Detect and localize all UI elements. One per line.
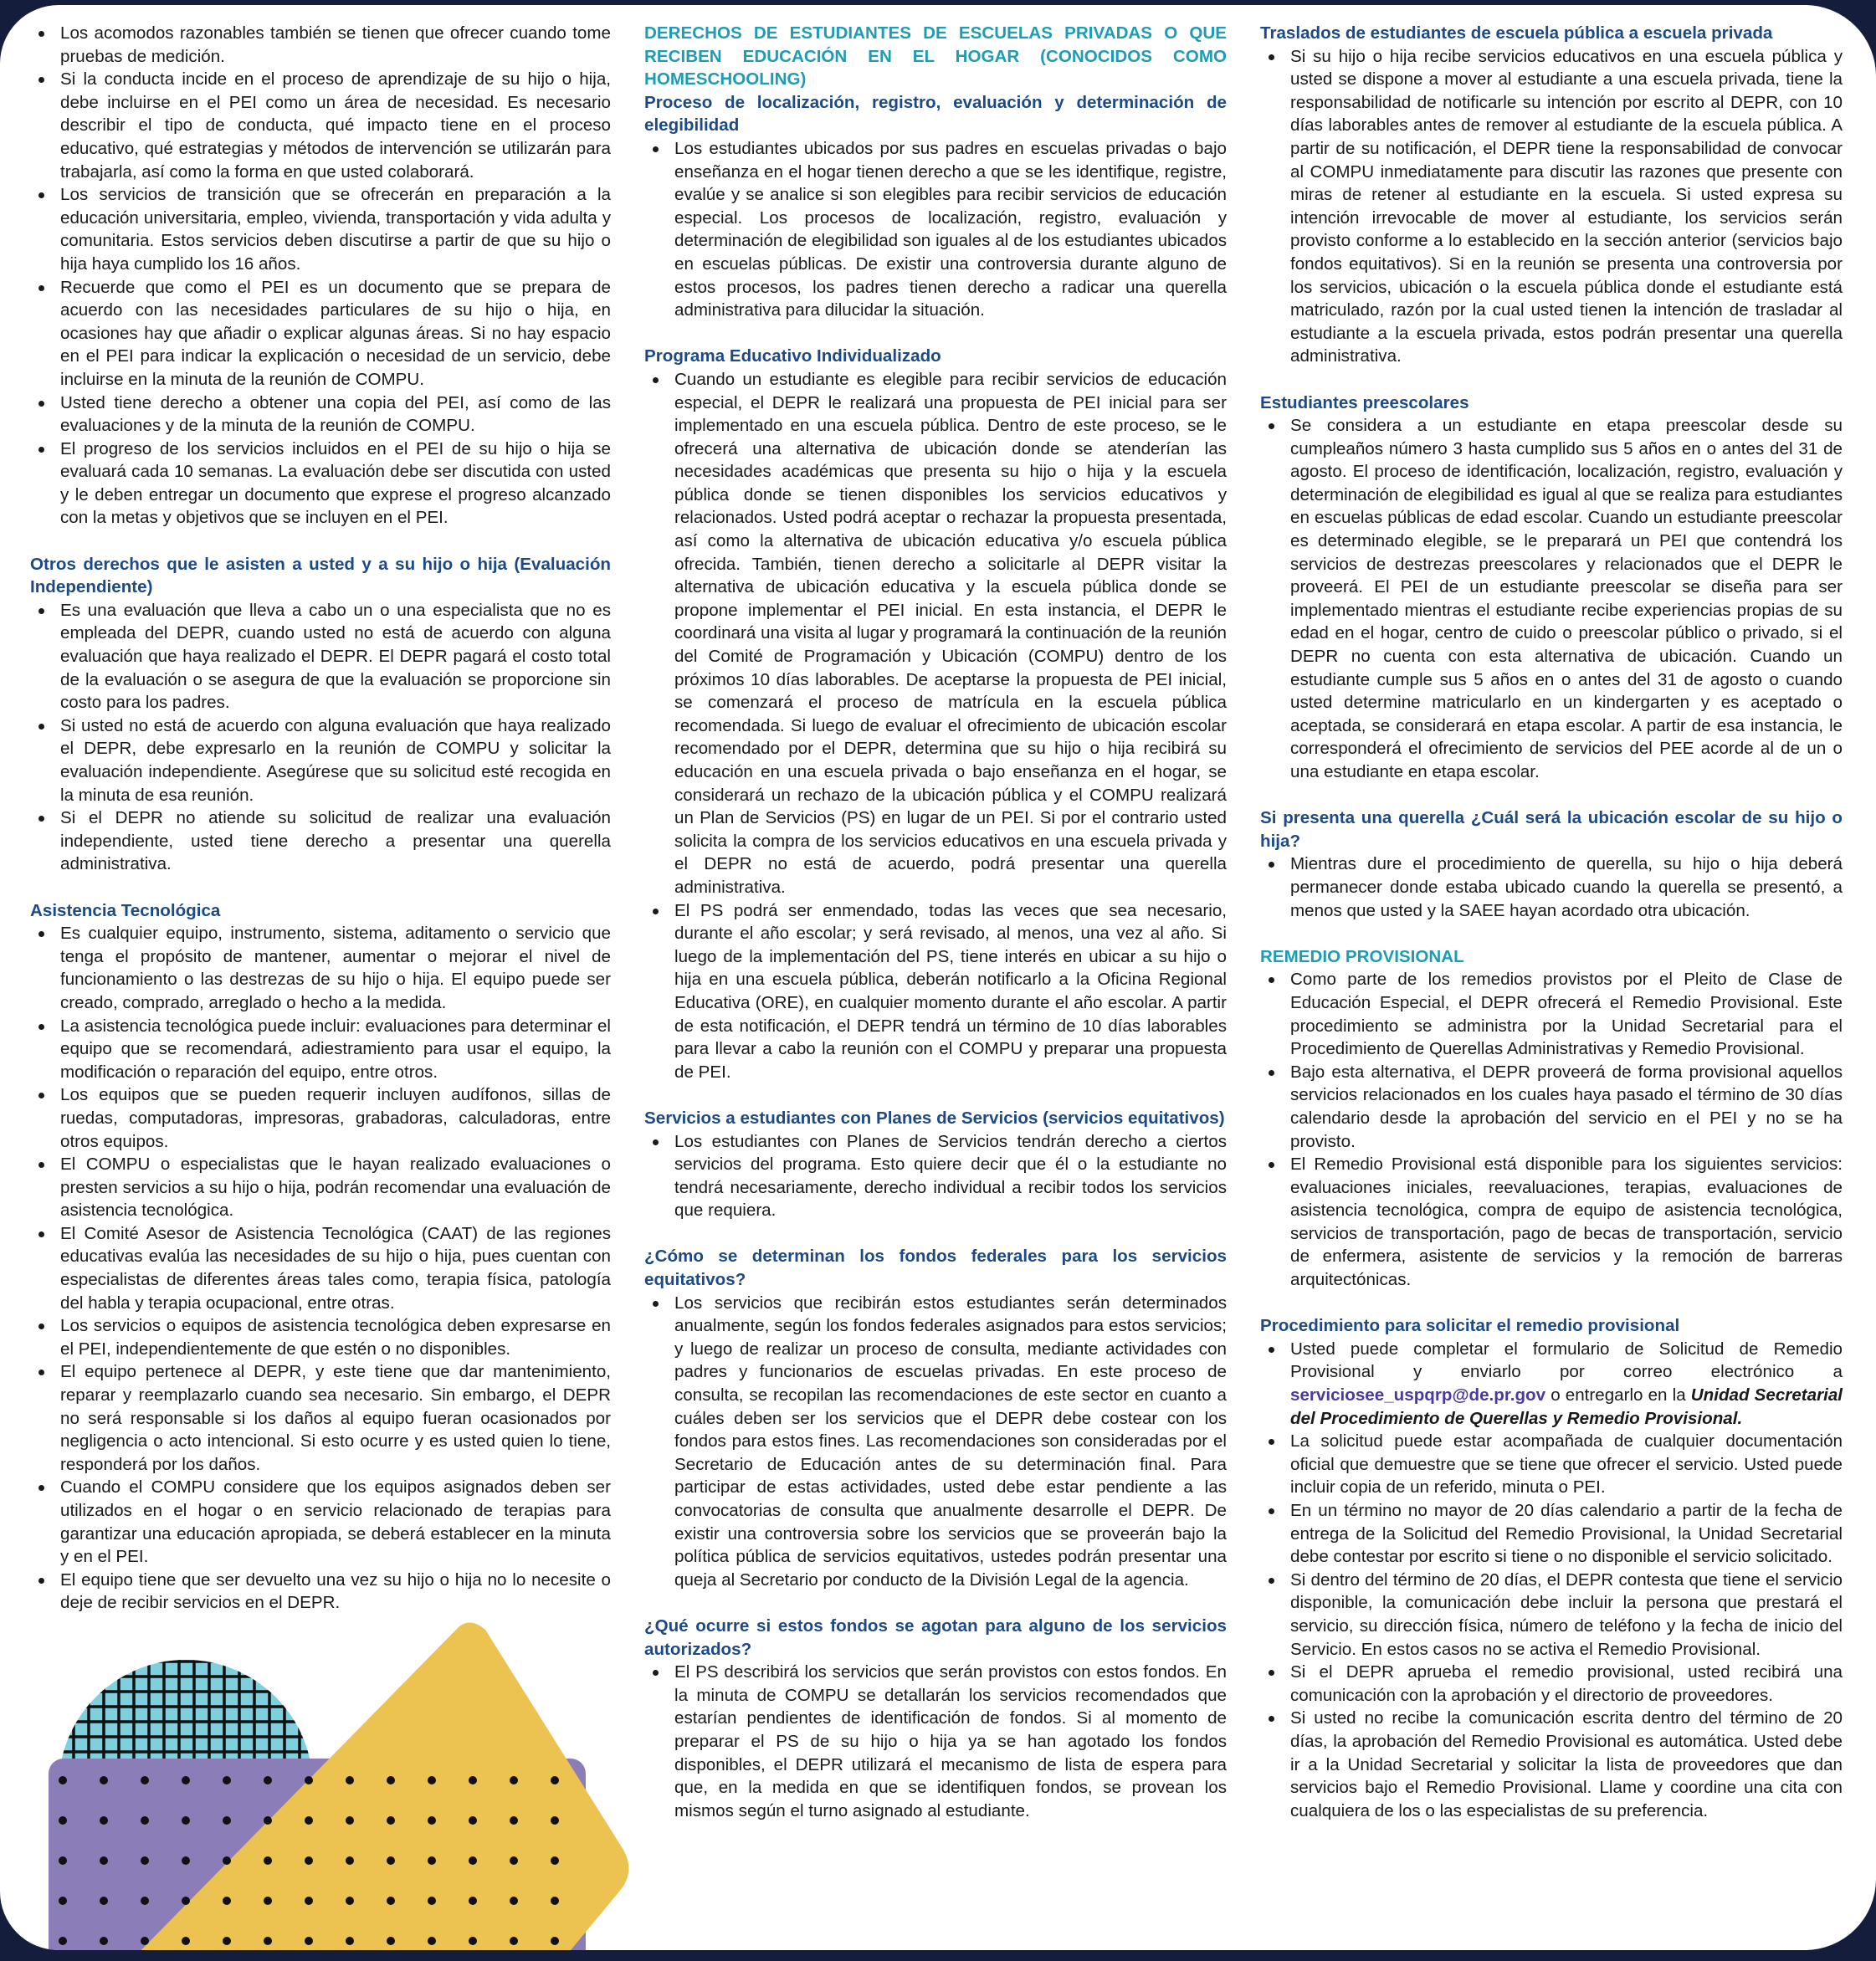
list-item: Si su hijo o hija recibe servicios educativos en una escuela pública y usted se dispone a mover al estudiante a una escuela privada, tiene la responsabilidad de notificarle su intención por escrito al DEPR, con 10 días laborables antes de remover al estudiante de la escuela pública. A partir de su notificación, el DEPR tiene la responsabilidad de convocar al COMPU inmediatamente para discutir las razones que presente con miras de retener al estudiante en la escuela. Si usted expresa su intención irrevocable de mover al estudiante, los servicios serán provisto conforme a lo establecido en la sección anterior (servicios bajo fondos equitativos). Si en la reunión se presenta una controversia por los servicios, ubicación o la escuela pública donde el estudiante está matriculado, razón por la cual usted tienen la intención de trasladar al estudiante a la escuela privada, estos podrán presentar una querella administrativa.: [1290, 45, 1843, 368]
list-item: En un término no mayor de 20 días calendario a partir de la fecha de entrega de la Solicitud del Remedio Provisional, la Unidad Secretarial debe contestar por escrito si tiene o no disponible el servicio solicitado.: [1290, 1499, 1843, 1569]
pattern-dot: [510, 1897, 518, 1905]
list-item: Cuando el COMPU considere que los equipos asignados deben ser utilizados en el hogar o en servicio relacionado de terapias para garantizar una educación apropiada, se deberá establecer en la minuta y en el PEI.: [60, 1476, 611, 1568]
section-heading-otros-derechos: Otros derechos que le asisten a usted y a su hijo o hija (Evaluación Independiente): [30, 554, 611, 597]
pattern-dot: [510, 1856, 518, 1865]
main-heading-remedio-provisional: REMEDIO PROVISIONAL: [1260, 946, 1464, 966]
pattern-dot: [469, 1856, 477, 1865]
pattern-dot: [428, 1776, 436, 1784]
pattern-dot: [182, 1776, 190, 1784]
pattern-dot: [223, 1897, 231, 1905]
pattern-dot: [469, 1937, 477, 1945]
pattern-dot: [510, 1776, 518, 1784]
pattern-dot: [223, 1937, 231, 1945]
list-item: Es cualquier equipo, instrumento, sistema, aditamento o servicio que tenga el propósito de mantener, aumentar o mejorar el nivel de funcionamiento o las destrezas de su hijo o hija. El equipo puede ser creado, comprado, arreglado o hecho a la medida.: [60, 922, 611, 1014]
section-heading-fondos-agotan: ¿Qué ocurre si estos fondos se agotan para alguno de los servicios autorizados?: [644, 1615, 1227, 1659]
email-link[interactable]: serviciosee_uspqrp@de.pr.gov: [1290, 1385, 1546, 1405]
pattern-dot: [182, 1937, 190, 1945]
column-right: [1260, 22, 1843, 1822]
list-item: El progreso de los servicios incluidos en el PEI de su hijo o hija se evaluará cada 10 semanas. La evaluación debe ser discutida con usted y le deben entregar un documento que exprese el progreso alcanzado con la metas y objetivos que se incluyen en el PEI.: [60, 438, 611, 530]
pattern-dot: [100, 1897, 108, 1905]
list-item: La solicitud puede estar acompañada de cualquier documentación oficial que demuestre que se tiene que ofrecer el servicio. Usted puede incluir copia de un referido, minuta o PEI.: [1290, 1430, 1843, 1499]
list-item: El PS podrá ser enmendado, todas las veces que sea necesario, durante el año escolar; y será revisado, al menos, una vez al año. Si luego de la implementación del PS, tiene interés en ubicar a su hijo o hija en una escuela pública, deberán notificarlo a la Oficina Regional Educativa (ORE), en cualquier momento durante el año escolar. A partir de esta notificación, el DEPR tendrá un término de 10 días laborables para llevar a cabo la reunión con el COMPU y preparar una propuesta de PEI.: [674, 899, 1227, 1084]
pattern-dot: [305, 1816, 313, 1825]
column-left: [30, 22, 611, 1615]
pattern-dot: [264, 1856, 272, 1865]
pattern-dot: [264, 1937, 272, 1945]
pattern-dot: [428, 1897, 436, 1905]
pattern-dot: [346, 1937, 354, 1945]
pattern-dot: [428, 1856, 436, 1865]
list-item: El Comité Asesor de Asistencia Tecnológica (CAAT) de las regiones educativas evalúa las necesidades de su hijo o hija, pues cuentan con especialistas de diferentes áreas tales como, terapia física, patología del habla y terapia ocupacional, entre otras.: [60, 1222, 611, 1314]
main-heading-escuelas-privadas: DERECHOS DE ESTUDIANTES DE ESCUELAS PRIVADAS O QUE RECIBEN EDUCACIÓN EN EL HOGAR (CONOCIDOS COMO HOMESCHOOLING): [644, 23, 1227, 90]
section-heading-querella-ubicacion: Si presenta una querella ¿Cuál será la ubicación escolar de su hijo o hija?: [1260, 808, 1843, 851]
list-item: La asistencia tecnológica puede incluir: evaluaciones para determinar el equipo que se recomendará, adiestramiento para usar el equipo, la modificación o reparación del equipo, entre otros.: [60, 1015, 611, 1084]
asistencia-bullet-list: [30, 922, 611, 1615]
list-item: Los estudiantes con Planes de Servicios tendrán derecho a ciertos servicios del programa. Esto quiere decir que él o la estudiante no tendrá necesariamente, derecho individual a recibir todos los servicios que requiera.: [674, 1130, 1227, 1222]
pattern-dot: [59, 1856, 67, 1865]
list-item: Es una evaluación que lleva a cabo un o una especialista que no es empleada del DEPR, cuando usted no está de acuerdo con alguna evaluación que haya realizado el DEPR. El DEPR pagará el costo total de la evaluación o se asegura de que la evaluación se proporcione sin costo para los padres.: [60, 599, 611, 714]
pattern-dot: [264, 1776, 272, 1784]
pattern-dot: [346, 1776, 354, 1784]
pattern-dot: [100, 1856, 108, 1865]
pattern-dot: [469, 1816, 477, 1825]
pattern-dot: [428, 1816, 436, 1825]
text: Usted puede completar el formulario de Solicitud de Remedio Provisional y enviarlo por correo electrónico a: [1290, 1339, 1843, 1382]
intro-bullet-list: [30, 22, 611, 530]
pattern-dot: [100, 1937, 108, 1945]
list-item: Usted tiene derecho a obtener una copia del PEI, así como de las evaluaciones y de la minuta de la reunión de COMPU.: [60, 392, 611, 438]
section-heading-asistencia-tecnologica: Asistencia Tecnológica: [30, 900, 221, 920]
list-item: Si dentro del término de 20 días, el DEPR contesta que tiene el servicio disponible, la comunicación debe incluir la persona que prestará el servicio, su dirección física, número de teléfono y la fecha de inicio del Servicio. En estos casos no se activa el Remedio Provisional.: [1290, 1569, 1843, 1661]
pattern-dot: [387, 1776, 395, 1784]
pattern-dot: [59, 1776, 67, 1784]
column-middle: [644, 22, 1227, 1822]
pattern-dot: [141, 1937, 149, 1945]
pattern-dot: [141, 1816, 149, 1825]
list-item: Los servicios que recibirán estos estudiantes serán determinados anualmente, según los fondos federales asignados para estos servicios; y luego de realizar un proceso de consulta, mediante actividades con padres y funcionarios de escuelas privadas. En este proceso de consulta, se recopilan las recomendaciones de este sector en cuanto a cuáles deben ser los servicios que el DEPR debe costear con los fondos para estos fines. Las recomendaciones son consideradas por el Secretario de Educación antes de su determinación final. Para participar de estas actividades, usted debe estar pendiente a las convocatorias de consulta que anualmente desarrolle el DEPR. De existir una controversia sobre los servicios que se proveerán bajo la política pública de servicios equitativos, ustedes podrán presentar una queja al Secretario por conducto de la División Legal de la agencia.: [674, 1292, 1227, 1592]
pattern-dot: [223, 1856, 231, 1865]
pattern-dot: [551, 1937, 559, 1945]
pattern-dot: [305, 1937, 313, 1945]
remedio-bullet-list: [1260, 968, 1843, 1291]
traslados-bullet-list: [1260, 45, 1843, 368]
pattern-dot: [510, 1937, 518, 1945]
pattern-dot: [387, 1937, 395, 1945]
pattern-dot: [264, 1897, 272, 1905]
pattern-dot: [346, 1897, 354, 1905]
list-item: El COMPU o especialistas que le hayan realizado evaluaciones o presten servicios a su hijo o hija, podrán recomendar una evaluación de asistencia tecnológica.: [60, 1153, 611, 1222]
list-item: Como parte de los remedios provistos por el Pleito de Clase de Educación Especial, el DEPR ofrecerá el Remedio Provisional. Este procedimiento se administra por la Unidad Secretarial para el Procedimiento de Querellas Administrativas y Remedio Provisional.: [1290, 968, 1843, 1060]
pattern-dot: [141, 1856, 149, 1865]
yellow-rounded-triangle: [79, 1623, 628, 1951]
list-item: Si el DEPR aprueba el remedio provisional, usted recibirá una comunicación con la aprobación y el directorio de proveedores.: [1290, 1661, 1843, 1707]
document-page: [0, 5, 1876, 1950]
pattern-dot: [346, 1816, 354, 1825]
pattern-dot: [223, 1816, 231, 1825]
purple-dotted-square: [49, 1759, 586, 1950]
grid-circle-shape: [50, 1653, 326, 1914]
pattern-dot: [182, 1897, 190, 1905]
pattern-dot: [387, 1897, 395, 1905]
pattern-dot: [428, 1937, 436, 1945]
pattern-dot: [100, 1816, 108, 1825]
pattern-dot: [387, 1856, 395, 1865]
list-item: Si la conducta incide en el proceso de aprendizaje de su hijo o hija, debe incluirse en el PEI como un área de necesidad. Es necesario describir el tipo de conducta, qué impacto tiene en el proceso educativo, qué estrategias y métodos de intervención se utilizarán para trabajarla, así como la forma en que usted colaborará.: [60, 68, 611, 183]
list-item: El equipo tiene que ser devuelto una vez su hijo o hija no lo necesite o deje de recibir servicios en el DEPR.: [60, 1569, 611, 1615]
list-item: Bajo esta alternativa, el DEPR proveerá de forma provisional aquellos servicios relacionados en los cuales haya pasado el término de 30 días calendario desde la aprobación del servicio en el PEI y no se ha provisto.: [1290, 1061, 1843, 1153]
list-item: El PS describirá los servicios que serán provistos con estos fondos. En la minuta de COMPU se detallarán los servicios recomendados que estarían pendientes de identificación de fondos. Si al momento de preparar el PS de su hijo o hija ya se han agotado los fondos disponibles, el DEPR utilizará el mecanismo de lista de espera para que, en la medida en que se identifiquen fondos, se provean los mismos según el turno asignado al estudiante.: [674, 1661, 1227, 1822]
pattern-dot: [510, 1816, 518, 1825]
list-item: [1290, 1338, 1843, 1430]
pattern-dot: [305, 1856, 313, 1865]
list-item: Si usted no recibe la comunicación escrita dentro del término de 20 días, la aprobación del Remedio Provisional es automática. Usted debe ir a la Unidad Secretarial y solicitar la lista de proveedores que dan servicios bajo el Remedio Provisional. Llame y coordine una cita con cualquiera de los o las especialistas de su preferencia.: [1290, 1707, 1843, 1822]
list-item: Si el DEPR no atiende su solicitud de realizar una evaluación independiente, usted tiene derecho a presentar una querella administrativa.: [60, 806, 611, 876]
pattern-dot: [346, 1856, 354, 1865]
proceso-bullet-list: [644, 137, 1227, 322]
pattern-dot: [551, 1856, 559, 1865]
list-item: Los servicios de transición que se ofrecerán en preparación a la educación universitaria, empleo, vivienda, transportación y vida adulta y comunitaria. Estos servicios deben discutirse a partir de que su hijo o hija haya cumplido los 16 años.: [60, 183, 611, 275]
pattern-dot: [469, 1776, 477, 1784]
pattern-dot: [551, 1816, 559, 1825]
pattern-dot: [59, 1897, 67, 1905]
dot-pattern: [59, 1776, 559, 1945]
pattern-dot: [100, 1776, 108, 1784]
list-item: Los estudiantes ubicados por sus padres en escuelas privadas o bajo enseñanza en el hogar tienen derecho a que se les identifique, registre, evalúe y se analice si son elegibles para recibir servicios de educación especial. Los procesos de localización, registro, evaluación y determinación de elegibilidad son iguales al de los estudiantes ubicados en escuelas públicas. De existir una controversia durante alguno de estos procesos, los padres tienen derecho a radicar una querella administrativa para dilucidar la situación.: [674, 137, 1227, 322]
pattern-dot: [264, 1816, 272, 1825]
section-heading-pei: Programa Educativo Individualizado: [644, 346, 941, 366]
pei-bullet-list: [644, 368, 1227, 1083]
pattern-dot: [305, 1776, 313, 1784]
pattern-dot: [59, 1816, 67, 1825]
list-item: Los acomodos razonables también se tienen que ofrecer cuando tome pruebas de medición.: [60, 22, 611, 68]
pattern-dot: [141, 1776, 149, 1784]
section-heading-fondos-federales: ¿Cómo se determinan los fondos federales para los servicios equitativos?: [644, 1247, 1227, 1290]
section-heading-preescolares: Estudiantes preescolares: [1260, 392, 1469, 412]
section-heading-proceso: Proceso de localización, registro, evaluación y determinación de elegibilidad: [644, 92, 1227, 136]
pattern-dot: [182, 1856, 190, 1865]
querella-bullet-list: [1260, 852, 1843, 922]
pattern-dot: [469, 1897, 477, 1905]
list-item: Los equipos que se pueden requerir incluyen audífonos, sillas de ruedas, computadoras, impresoras, grabadoras, calculadoras, entre otros equipos.: [60, 1083, 611, 1153]
fondos-bullet-list: [644, 1292, 1227, 1592]
section-heading-traslados: Traslados de estudiantes de escuela pública a escuela privada: [1260, 23, 1773, 43]
list-item: Recuerde que como el PEI es un documento que se prepara de acuerdo con las necesidades particulares de su hijo o hija, en ocasiones hay que añadir o explicar algunas áreas. Si no hay espacio en el PEI para indicar la explicación o necesidad de un servicio, debe incluirse en la minuta de la reunión de COMPU.: [60, 276, 611, 392]
preescolares-bullet-list: [1260, 414, 1843, 784]
pattern-dot: [141, 1897, 149, 1905]
office-name: Unidad Secretarial del Procedimiento de Querellas y Remedio Provisional.: [1290, 1385, 1843, 1428]
list-item: Mientras dure el procedimiento de querella, su hijo o hija deberá permanecer donde estaba ubicado cuando la querella se presentó, a menos que usted y la SAEE hayan acordado otra ubicación.: [1290, 852, 1843, 922]
pattern-dot: [387, 1816, 395, 1825]
otros-bullet-list: [30, 599, 611, 876]
pattern-dot: [223, 1776, 231, 1784]
agotan-bullet-list: [644, 1661, 1227, 1822]
procedimiento-bullet-list: [1260, 1338, 1843, 1822]
list-item: El equipo pertenece al DEPR, y este tiene que dar mantenimiento, reparar y reemplazarlo cuando sea necesario. Sin embargo, el DEPR no será responsable si los daños al equipo fueran ocasionados por negligencia o acto intencional. Si esto ocurre y es usted quien lo tiene, responderá por los daños.: [60, 1360, 611, 1476]
servicios-bullet-list: [644, 1130, 1227, 1222]
list-item: Cuando un estudiante es elegible para recibir servicios de educación especial, el DEPR le realizará una propuesta de PEI inicial para ser implementado en una escuela pública. Dentro de este proceso, se le ofrecerá una alternativa de ubicación donde se atenderían las necesidades académicas que presenta su hijo o hija y la escuela pública donde se tienen disponibles los servicios educativos y relacionados. Usted podrá aceptar o rechazar la propuesta presentada, así como la alternativa de ubicación educativa y/o escuela pública ofrecida. También, tienen derecho a solicitarle al DEPR visitar la alternativa de ubicación educativa y la escuela pública donde se propone implementar el PEI inicial. En esta instancia, el DEPR le coordinará una visita al lugar y programará la continuación de la reunión del Comité de Programación y Ubicación (COMPU) dentro de los próximos 10 días laborables. De aceptarse la propuesta de PEI inicial, se comenzará el proceso de matrícula en la escuela pública recomendada. Si luego de evaluar el ofrecimiento de ubicación escolar recomendado por el DEPR, determina que su hijo o hija recibirá su educación en una escuela privada o bajo enseñanza en el hogar, se considerará un rechazo de la ubicación pública y el COMPU realizará un Plan de Servicios (PS) en lugar de un PEI. Si por el contrario usted solicita la compra de los servicios educativos en una escuela privada y el DEPR no está de acuerdo, podrá presentar una querella administrativa.: [674, 368, 1227, 899]
list-item: Los servicios o equipos de asistencia tecnológica deben expresarse en el PEI, independientemente de que estén o no disponibles.: [60, 1314, 611, 1360]
section-heading-procedimiento: Procedimiento para solicitar el remedio provisional: [1260, 1316, 1680, 1336]
pattern-dot: [551, 1776, 559, 1784]
list-item: Si usted no está de acuerdo con alguna evaluación que haya realizado el DEPR, debe expresarlo en la reunión de COMPU y solicitar la evaluación independiente. Asegúrese que su solicitud esté recogida en la minuta de esa reunión.: [60, 714, 611, 806]
pattern-dot: [59, 1937, 67, 1945]
section-heading-servicios-equitativos: Servicios a estudiantes con Planes de Servicios (servicios equitativos): [644, 1108, 1225, 1128]
list-item: El Remedio Provisional está disponible para los siguientes servicios: evaluaciones iniciales, reevaluaciones, terapias, evaluaciones de asistencia tecnológica, compra de equipo de asistencia tecnológica, servicios de transportación, pago de becas de transportación, servicio de enfermera, asistente de servicios y la remoción de barreras arquitectónicas.: [1290, 1153, 1843, 1292]
text: o entregarlo en la: [1545, 1385, 1691, 1405]
list-item: Se considera a un estudiante en etapa preescolar desde su cumpleaños número 3 hasta cumplido sus 5 años en o antes del 31 de agosto. El proceso de identificación, localización, registro, evaluación y determinación de elegibilidad es igual al que se realiza para estudiantes en escuelas públicas de edad escolar. Cuando un estudiante preescolar es determinado elegible, se le preparará un PEI que contendrá los servicios de destrezas preescolares y relacionados que el DEPR le proveerá. El PEI de un estudiante preescolar se diseña para ser implementado mientras el estudiante recibe experiencias propias de su edad en el hogar, centro de cuido o preescolar público o privado, si el DEPR no cuenta con esta alternativa de ubicación. Cuando un estudiante cumple sus 5 años en o antes del 31 de agosto o cuando usted determine matricularlo en un kindergarten y es aceptado o aceptada, se considerará en etapa escolar. A partir de esa instancia, le corresponderá el ofrecimiento de servicios del PEE acorde al de un o una estudiante en etapa escolar.: [1290, 414, 1843, 784]
pattern-dot: [551, 1897, 559, 1905]
pattern-dot: [305, 1897, 313, 1905]
pattern-dot: [182, 1816, 190, 1825]
